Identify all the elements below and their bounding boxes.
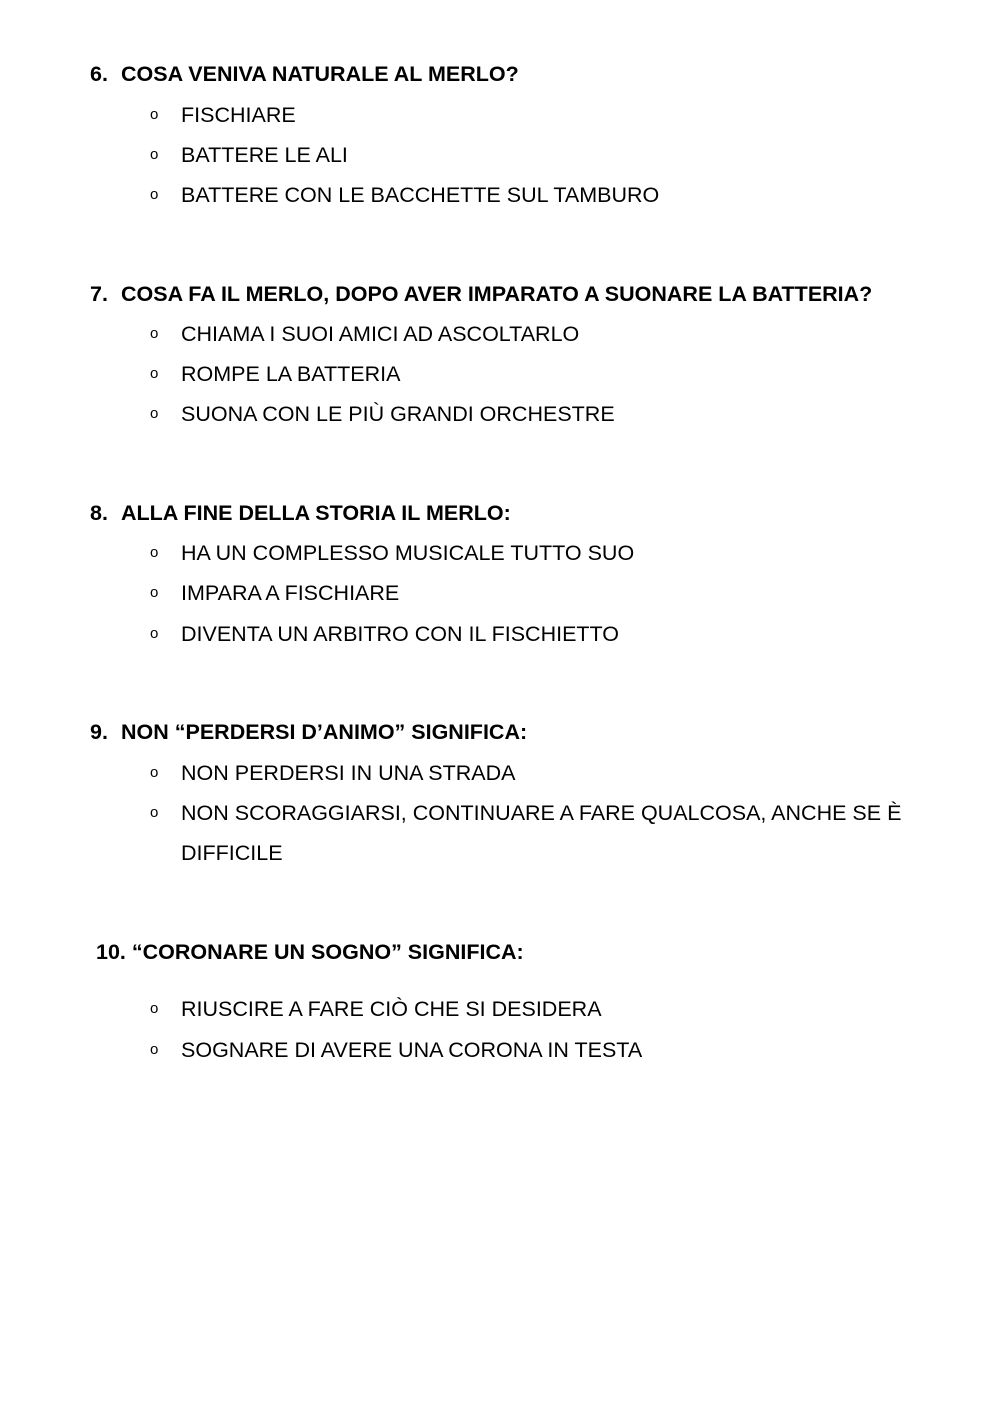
answer-option[interactable] <box>150 614 970 654</box>
option-text: NON PERDERSI IN UNA STRADA <box>181 761 516 785</box>
question-title <box>90 718 527 746</box>
answer-option[interactable] <box>150 135 970 175</box>
option-bullet-icon: o <box>150 146 159 163</box>
option-bullet-icon: o <box>150 544 159 561</box>
answer-option[interactable] <box>150 394 970 434</box>
option-bullet-icon: o <box>150 764 159 781</box>
question-text: ALLA FINE DELLA STORIA IL MERLO: <box>121 501 511 525</box>
option-bullet-icon: o <box>150 325 159 342</box>
option-text: RIUSCIRE A FARE CIÒ CHE SI DESIDERA <box>181 997 602 1021</box>
question-text: COSA VENIVA NATURALE AL MERLO? <box>121 62 519 86</box>
answer-option[interactable] <box>150 533 970 573</box>
option-text: SOGNARE DI AVERE UNA CORONA IN TESTA <box>181 1038 643 1062</box>
question-title <box>90 499 511 527</box>
question-title <box>90 280 872 308</box>
answer-option[interactable] <box>150 989 970 1029</box>
option-bullet-icon: o <box>150 365 159 382</box>
option-text: CHIAMA I SUOI AMICI AD ASCOLTARLO <box>181 322 580 346</box>
option-text: BATTERE CON LE BACCHETTE SUL TAMBURO <box>181 183 660 207</box>
option-text: BATTERE LE ALI <box>181 143 348 167</box>
option-bullet-icon: o <box>150 1000 159 1017</box>
answer-option[interactable] <box>150 753 970 793</box>
answer-option[interactable] <box>150 354 970 394</box>
question-number: 6. <box>90 62 108 86</box>
option-bullet-icon: o <box>150 405 159 422</box>
option-text: IMPARA A FISCHIARE <box>181 581 400 605</box>
option-bullet-icon: o <box>150 584 159 601</box>
option-text: HA UN COMPLESSO MUSICALE TUTTO SUO <box>181 541 635 565</box>
option-text: NON SCORAGGIARSI, CONTINUARE A FARE QUALCOSA, ANCHE SE È DIFFICILE <box>181 801 902 865</box>
option-bullet-icon: o <box>150 186 159 203</box>
option-bullet-icon: o <box>150 1041 159 1058</box>
question-number: 9. <box>90 720 108 744</box>
question-title <box>90 60 519 88</box>
answer-option[interactable] <box>150 95 970 135</box>
answer-option[interactable] <box>150 1030 970 1070</box>
question-number: 7. <box>90 282 108 306</box>
option-bullet-icon: o <box>150 106 159 123</box>
option-bullet-icon: o <box>150 625 159 642</box>
option-text: FISCHIARE <box>181 103 296 127</box>
question-text: “CORONARE UN SOGNO” SIGNIFICA: <box>131 940 524 964</box>
answer-option[interactable] <box>150 573 970 613</box>
question-text: NON “PERDERSI D’ANIMO” SIGNIFICA: <box>121 720 528 744</box>
question-number: 8. <box>90 501 108 525</box>
answer-option[interactable] <box>150 175 970 215</box>
question-title <box>96 938 524 966</box>
question-number: 10. <box>96 940 126 964</box>
option-bullet-icon: o <box>150 804 159 821</box>
option-text: SUONA CON LE PIÙ GRANDI ORCHESTRE <box>181 402 615 426</box>
option-text: DIVENTA UN ARBITRO CON IL FISCHIETTO <box>181 622 620 646</box>
option-text: ROMPE LA BATTERIA <box>181 362 401 386</box>
question-text: COSA FA IL MERLO, DOPO AVER IMPARATO A SUONARE LA BATTERIA? <box>121 282 873 306</box>
answer-option[interactable] <box>150 793 970 873</box>
answer-option[interactable] <box>150 314 970 354</box>
